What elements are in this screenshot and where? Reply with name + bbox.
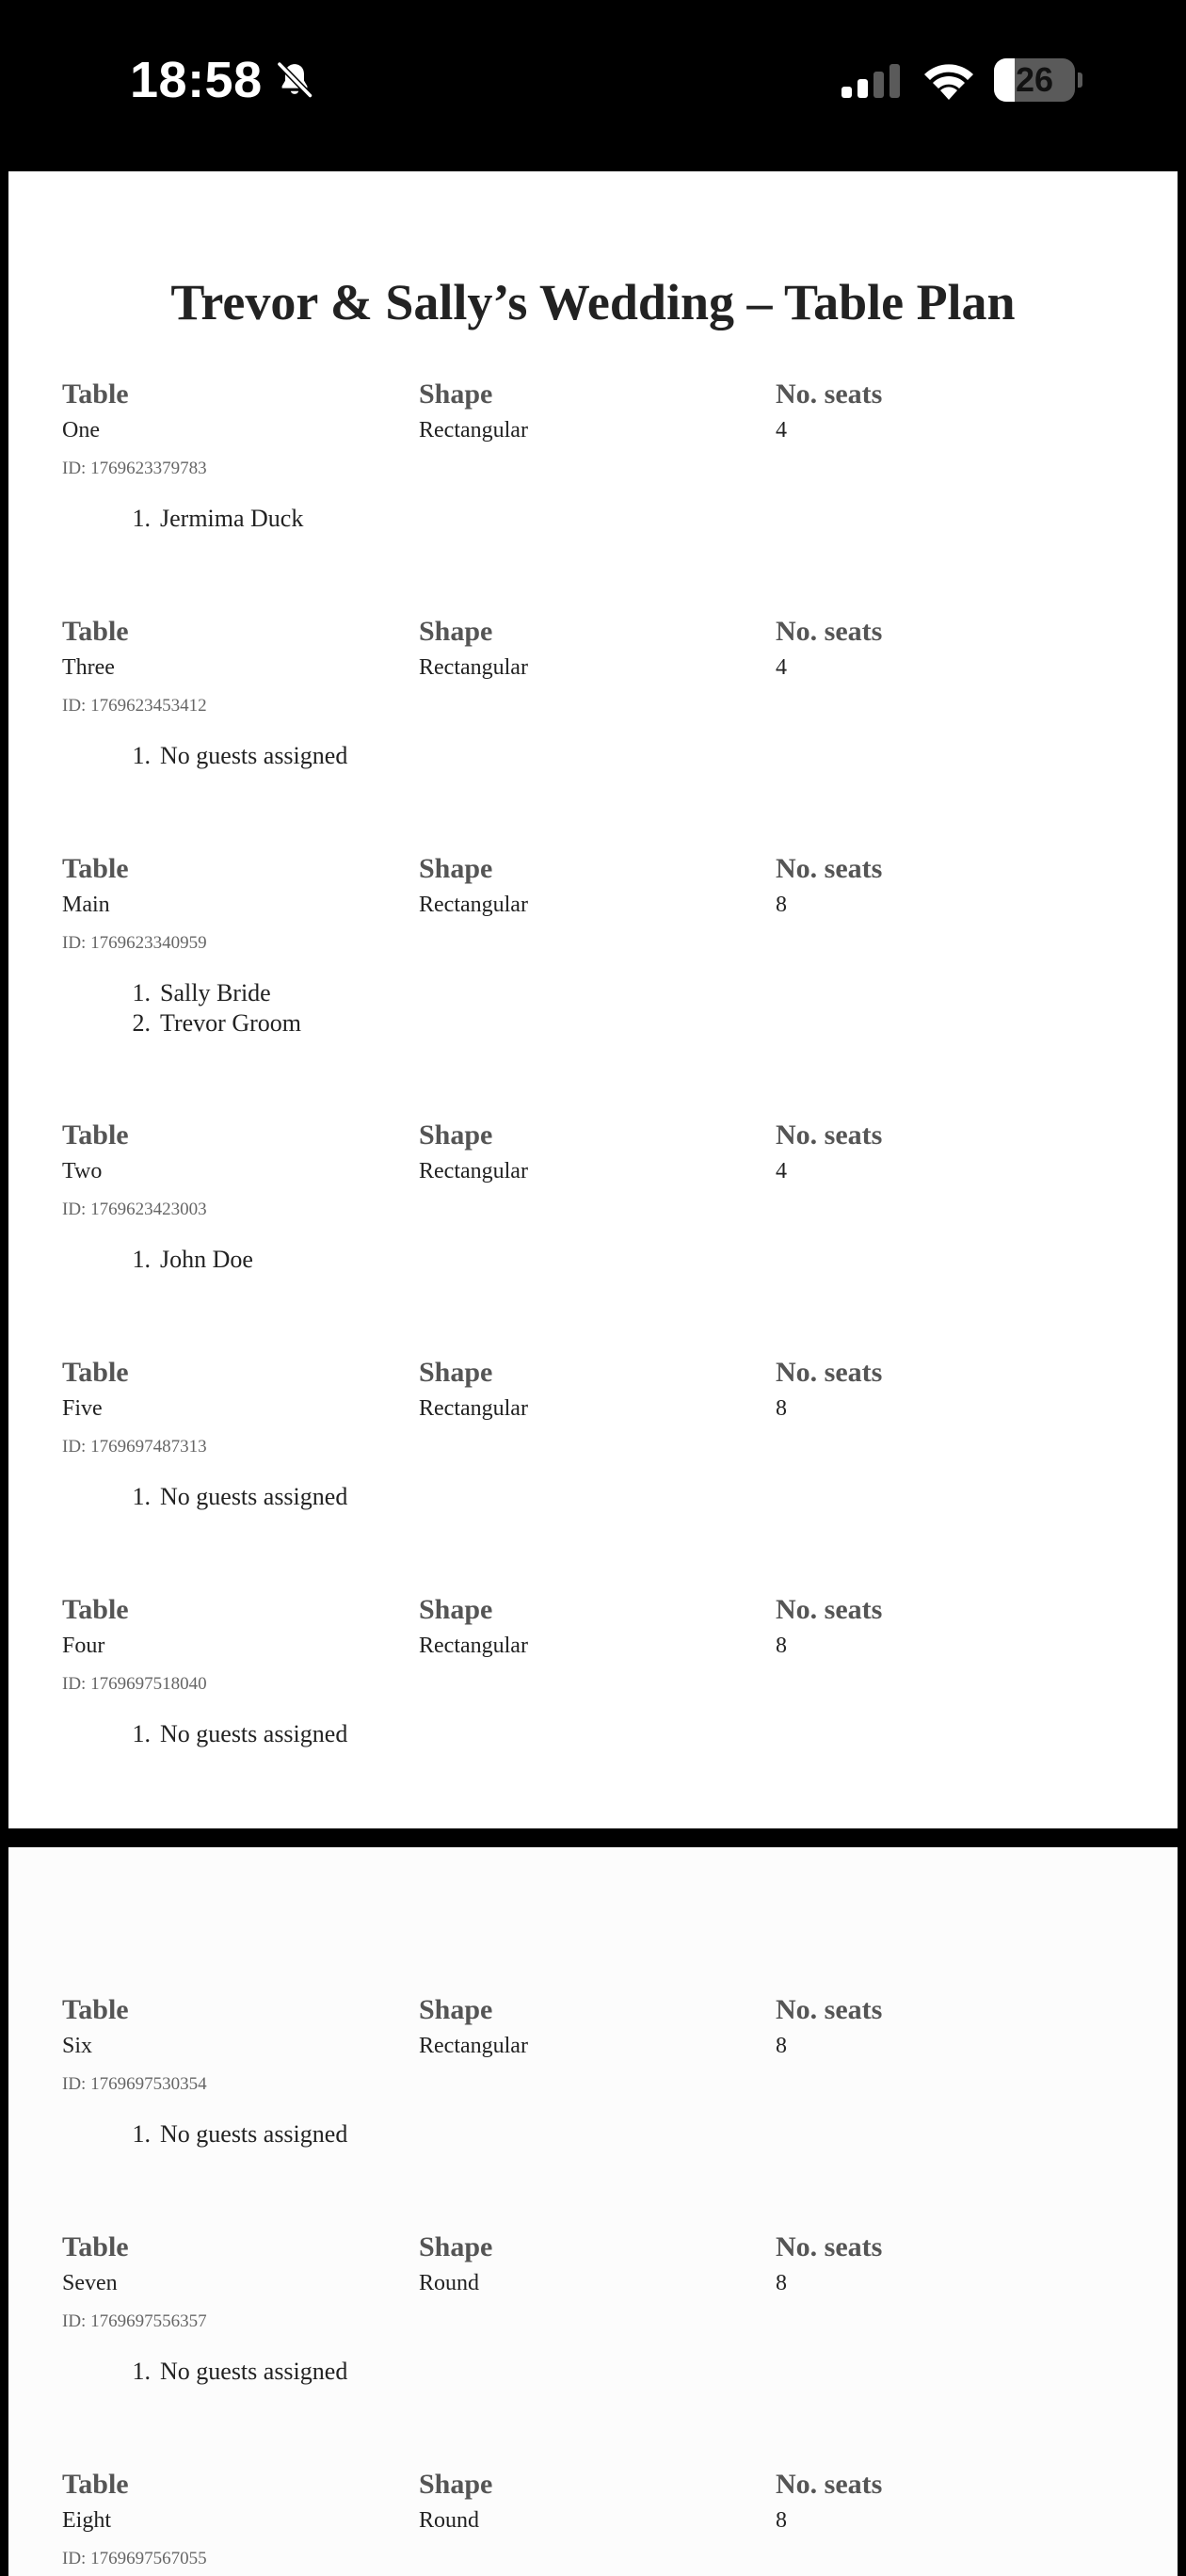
table-shape: Rectangular <box>419 1396 528 1421</box>
shape-header: Shape <box>419 1994 493 2025</box>
shape-header: Shape <box>419 378 493 410</box>
seats-header: No. seats <box>776 1594 883 1625</box>
table-id: ID: 1769623423003 <box>62 1199 207 1219</box>
shape-header: Shape <box>419 2231 493 2262</box>
table-entry <box>62 852 1126 1078</box>
table-seats: 8 <box>776 2508 787 2533</box>
document-page-1 <box>8 171 1178 1828</box>
guest-list <box>119 504 303 534</box>
table-entry <box>62 1356 1126 1582</box>
guest-item: 1. John Doe <box>132 1246 253 1273</box>
guest-item: 2. Trevor Groom <box>132 1009 301 1037</box>
table-seats: 4 <box>776 655 787 680</box>
guest-item: 1. No guests assigned <box>132 742 348 769</box>
table-shape: Rectangular <box>419 893 528 917</box>
shape-header: Shape <box>419 2469 493 2500</box>
table-name: Four <box>62 1634 105 1658</box>
status-bar <box>0 0 1186 171</box>
table-id: ID: 1769623379783 <box>62 459 207 478</box>
wifi-icon <box>921 58 977 100</box>
guest-list <box>119 2357 347 2387</box>
table-header: Table <box>62 378 129 410</box>
bell-slash-icon <box>273 58 316 102</box>
table-seats: 8 <box>776 893 787 917</box>
table-shape: Rectangular <box>419 418 528 443</box>
seats-header: No. seats <box>776 616 883 647</box>
table-shape: Round <box>419 2508 480 2533</box>
table-header: Table <box>62 853 129 884</box>
table-entry <box>62 1993 1126 2219</box>
table-shape: Rectangular <box>419 1159 528 1183</box>
guest-list <box>119 1719 347 1749</box>
table-id: ID: 1769697487313 <box>62 1437 207 1457</box>
battery-level: 26 <box>1015 60 1054 99</box>
shape-header: Shape <box>419 853 493 884</box>
guest-list <box>119 2119 347 2149</box>
table-id: ID: 1769697530354 <box>62 2074 207 2094</box>
table-id: ID: 1769623453412 <box>62 696 207 716</box>
table-entry <box>62 2230 1126 2456</box>
table-seats: 4 <box>776 1159 787 1183</box>
seats-header: No. seats <box>776 1119 883 1151</box>
shape-header: Shape <box>419 616 493 647</box>
table-header: Table <box>62 616 129 647</box>
seats-header: No. seats <box>776 378 883 410</box>
battery-tip <box>1078 72 1082 88</box>
table-entry <box>62 378 1126 604</box>
table-shape: Rectangular <box>419 2034 528 2058</box>
table-header: Table <box>62 1119 129 1151</box>
table-name: Main <box>62 893 110 917</box>
table-header: Table <box>62 2469 129 2500</box>
table-name: Three <box>62 655 115 680</box>
table-name: Eight <box>62 2508 111 2533</box>
status-time: 18:58 <box>130 52 263 108</box>
table-header: Table <box>62 1594 129 1625</box>
table-entry <box>62 615 1126 841</box>
table-header: Table <box>62 2231 129 2262</box>
shape-header: Shape <box>419 1357 493 1388</box>
battery-body <box>994 58 1075 102</box>
table-name: Two <box>62 1159 103 1183</box>
seats-header: No. seats <box>776 2231 883 2262</box>
seats-header: No. seats <box>776 2469 883 2500</box>
shape-header: Shape <box>419 1594 493 1625</box>
table-entry <box>62 1593 1126 1819</box>
page-title: Trevor & Sally’s Wedding – Table Plan <box>170 274 1016 330</box>
guest-list <box>119 1482 347 1512</box>
cellular-signal-icon <box>840 62 902 100</box>
seats-header: No. seats <box>776 1994 883 2025</box>
table-id: ID: 1769697518040 <box>62 1674 207 1694</box>
guest-item: 1. Sally Bride <box>132 979 271 1006</box>
shape-header: Shape <box>419 1119 493 1151</box>
table-name: Six <box>62 2034 93 2058</box>
guest-item: 1. Jermima Duck <box>132 505 304 532</box>
table-id: ID: 1769697556357 <box>62 2311 207 2331</box>
table-header: Table <box>62 1994 129 2025</box>
table-seats: 4 <box>776 418 787 443</box>
guest-list <box>119 978 301 1038</box>
document-page-2 <box>8 1847 1178 2576</box>
table-entry <box>62 2468 1126 2576</box>
table-seats: 8 <box>776 1396 787 1421</box>
table-entry <box>62 1119 1126 1344</box>
table-seats: 8 <box>776 2034 787 2058</box>
table-seats: 8 <box>776 1634 787 1658</box>
table-name: Five <box>62 1396 103 1421</box>
guest-item: 1. No guests assigned <box>132 2120 348 2148</box>
guest-item: 1. No guests assigned <box>132 1720 348 1747</box>
seats-header: No. seats <box>776 1357 883 1388</box>
battery-icon <box>994 58 1082 102</box>
table-name: Seven <box>62 2271 118 2295</box>
guest-item: 1. No guests assigned <box>132 1483 348 1510</box>
table-header: Table <box>62 1357 129 1388</box>
table-seats: 8 <box>776 2271 787 2295</box>
table-id: ID: 1769623340959 <box>62 933 207 953</box>
table-shape: Round <box>419 2271 480 2295</box>
table-shape: Rectangular <box>419 655 528 680</box>
table-id: ID: 1769697567055 <box>62 2549 207 2568</box>
guest-list <box>119 1245 253 1275</box>
table-name: One <box>62 418 100 443</box>
table-shape: Rectangular <box>419 1634 528 1658</box>
seats-header: No. seats <box>776 853 883 884</box>
guest-list <box>119 741 347 771</box>
guest-item: 1. No guests assigned <box>132 2358 348 2385</box>
